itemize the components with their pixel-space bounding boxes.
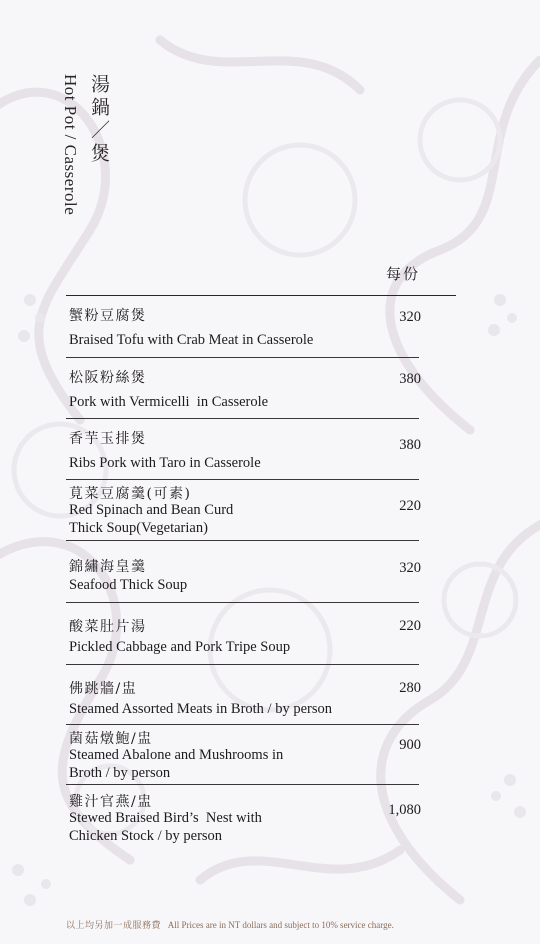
menu-item: [66, 556, 419, 603]
item-name-chinese: 松阪粉絲煲: [69, 370, 147, 386]
menu-item: [66, 791, 419, 846]
item-name-english: Red Spinach and Bean Curd Thick Soup(Vegetarian): [69, 502, 234, 536]
item-name-english: Pickled Cabbage and Pork Tripe Soup: [69, 639, 291, 655]
item-name-chinese: 錦繡海皇羹: [69, 559, 147, 575]
footer-note-chinese: 以上均另加一成服務費: [66, 921, 162, 931]
item-name-chinese: 菌菇燉鮑/盅: [69, 731, 153, 747]
menu-item: [66, 616, 419, 665]
item-name-english: Braised Tofu with Crab Meat in Casserole: [69, 332, 314, 348]
item-name-chinese: 莧菜豆腐羹(可素): [69, 486, 192, 502]
price-per-serving-header: 每份: [386, 265, 421, 283]
item-name-chinese: 雞汁官燕/盅: [69, 794, 153, 810]
item-name-chinese: 酸菜肚片湯: [69, 619, 147, 635]
item-price: 900: [399, 737, 421, 753]
section-title-chinese: 湯鍋／煲: [88, 74, 110, 166]
item-name-english: Pork with Vermicelli in Casserole: [69, 394, 269, 410]
item-price: 1,080: [388, 802, 421, 818]
item-price: 380: [399, 371, 421, 387]
item-name-english: Stewed Braised Bird’s Nest with Chicken Stock / by person: [69, 810, 262, 844]
item-name-english: Seafood Thick Soup: [69, 577, 188, 593]
menu-item: [66, 728, 419, 785]
item-price: 380: [399, 437, 421, 453]
header-divider: [66, 295, 456, 296]
menu-item: [66, 678, 419, 725]
item-name-english: Ribs Pork with Taro in Casserole: [69, 455, 261, 471]
menu-item: [66, 367, 419, 419]
section-title-english: Hot Pot / Casserole: [61, 74, 80, 216]
menu-item: [66, 305, 419, 358]
item-price: 220: [399, 498, 421, 514]
footer-note-english: All Prices are in NT dollars and subject to 10% service charge.: [167, 920, 394, 930]
service-charge-note: [66, 918, 394, 931]
item-name-english: Steamed Abalone and Mushrooms in Broth / by person: [69, 747, 284, 781]
item-name-chinese: 蟹粉豆腐煲: [69, 308, 147, 324]
item-price: 220: [399, 618, 421, 634]
item-name-chinese: 佛跳牆/盅: [69, 681, 138, 697]
item-price: 320: [399, 309, 421, 325]
menu-item: [66, 428, 419, 480]
item-price: 320: [399, 560, 421, 576]
item-name-english: Steamed Assorted Meats in Broth / by person: [69, 701, 332, 717]
item-name-chinese: 香芋玉排煲: [69, 431, 147, 447]
menu-item: [66, 483, 419, 541]
item-price: 280: [399, 680, 421, 696]
